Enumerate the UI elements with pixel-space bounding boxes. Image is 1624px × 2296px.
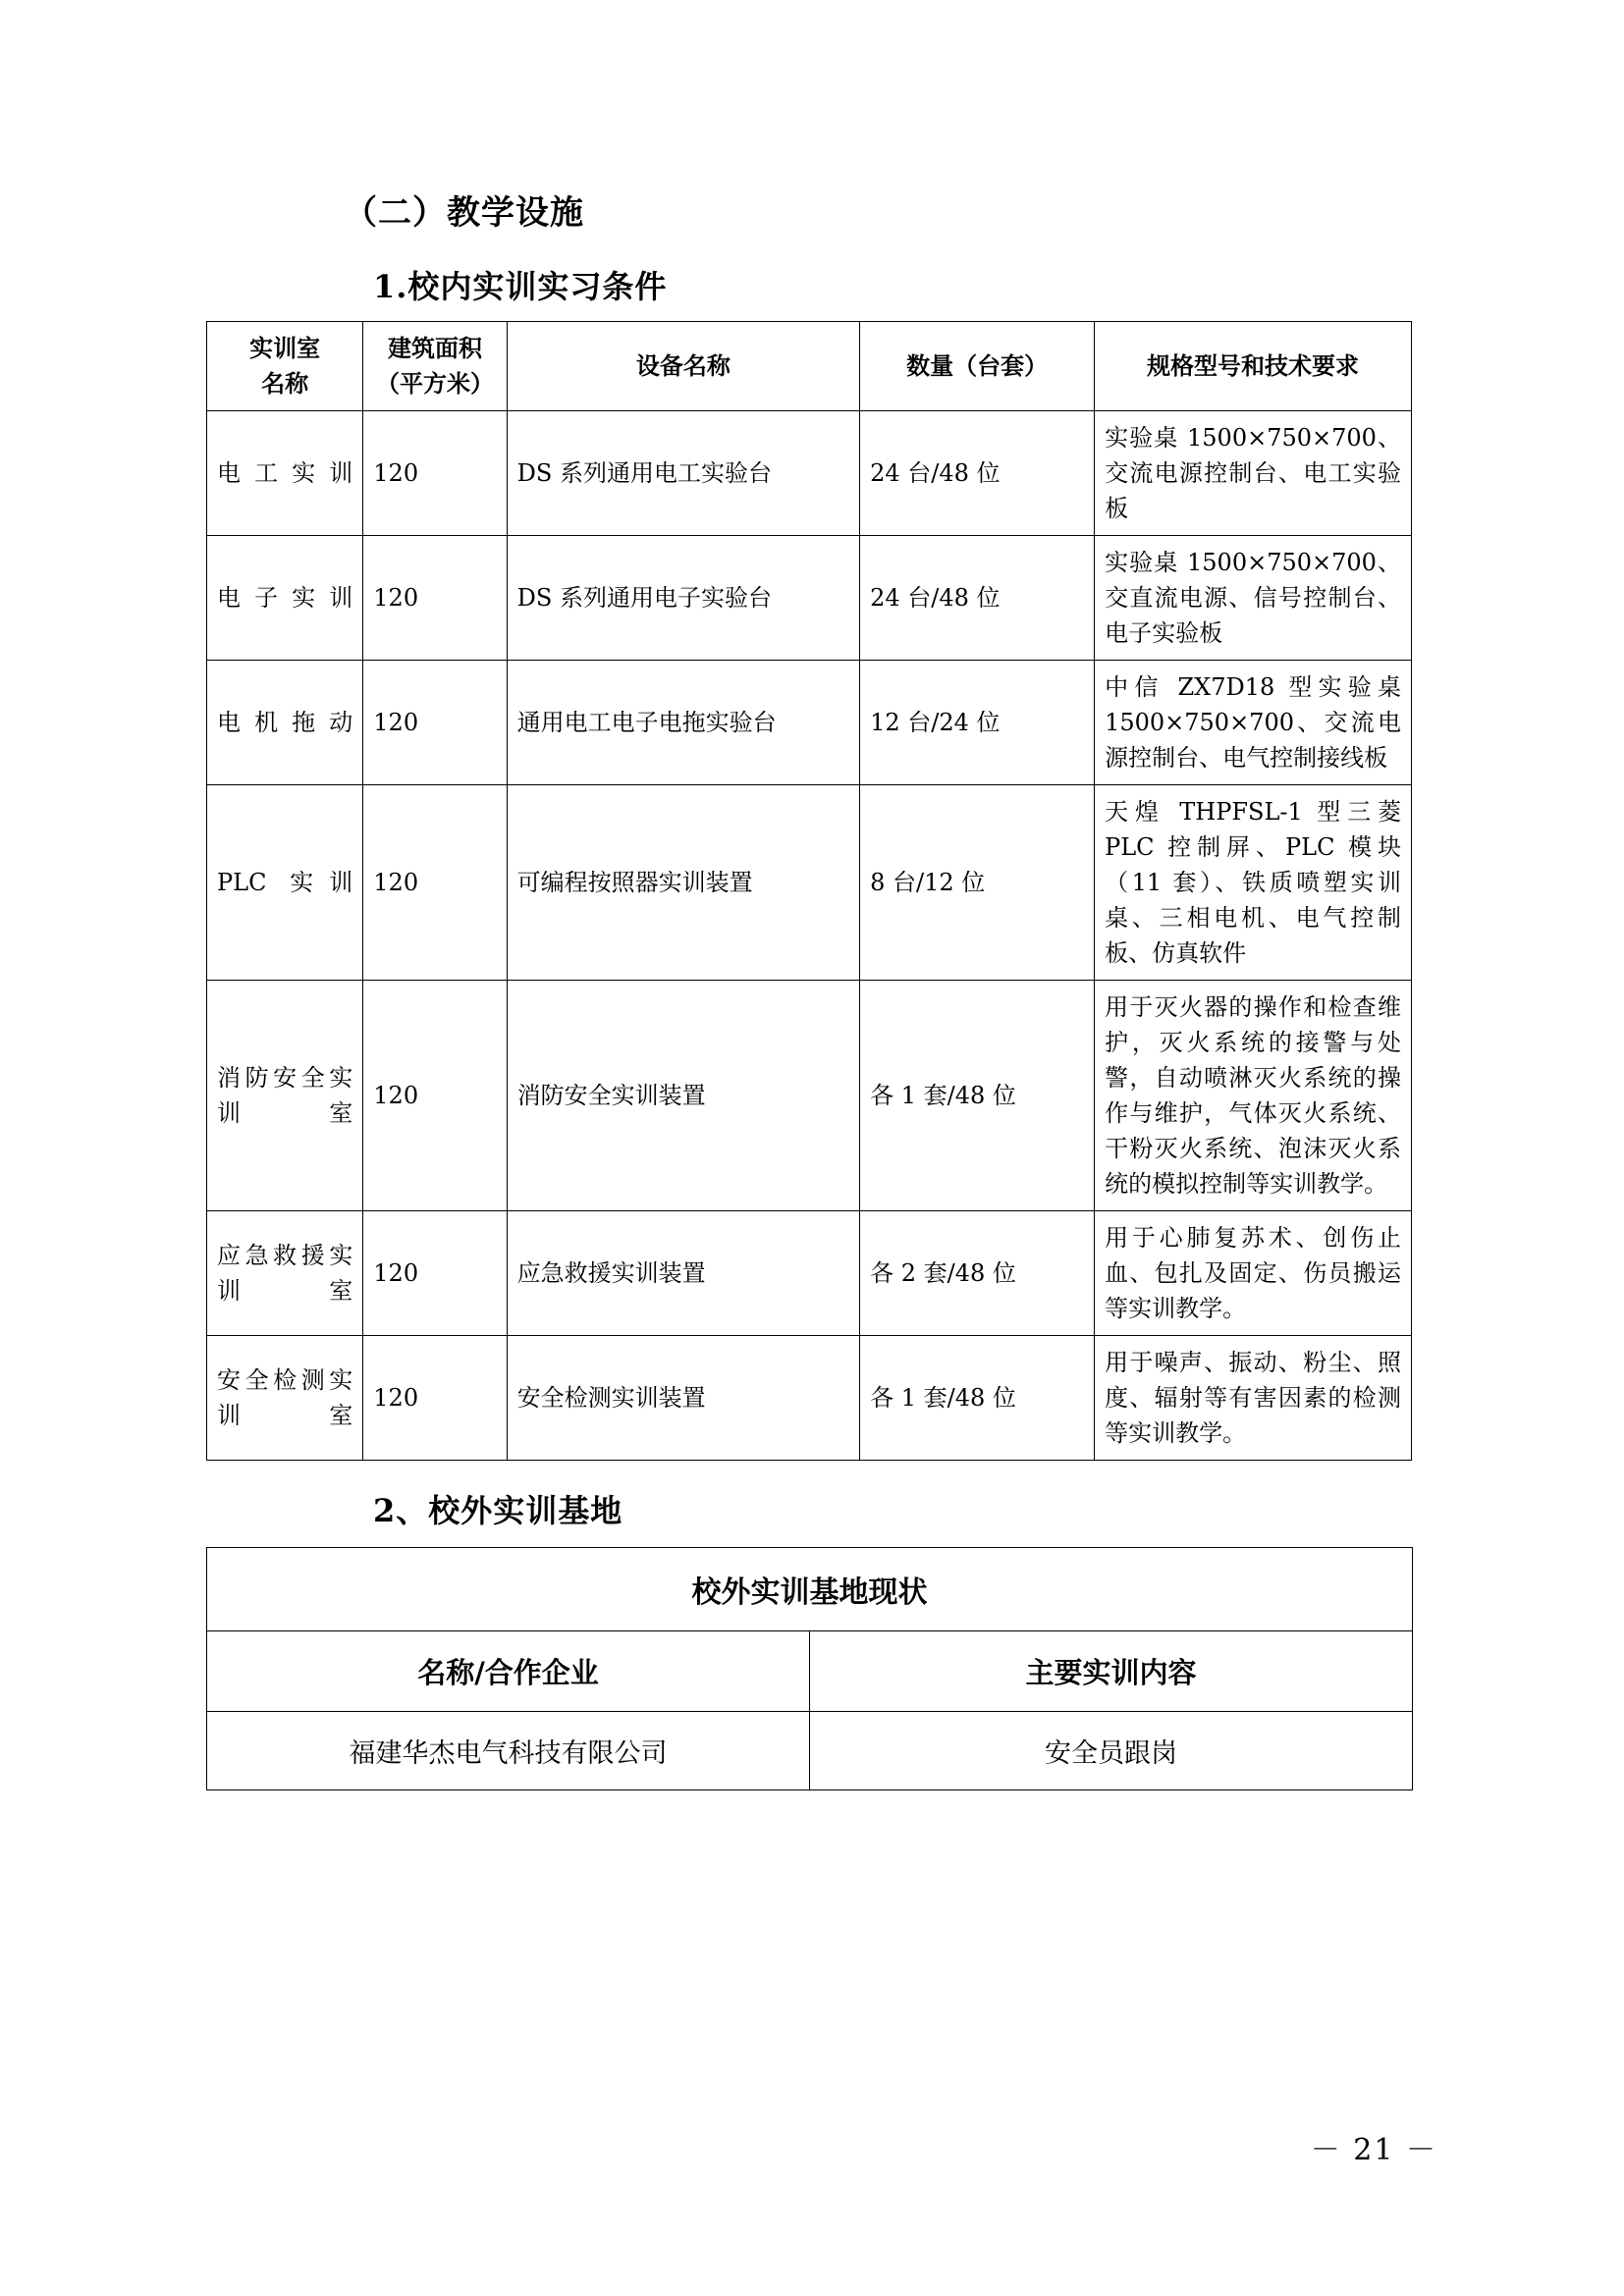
cell-quantity: 12 台/24 位: [860, 661, 1095, 785]
cell-area: 120: [363, 1336, 507, 1461]
cell-room: 电子实训: [207, 536, 363, 661]
subsection-title-campus-training: 1.校内实训实习条件: [373, 268, 668, 306]
column-header-equipment: 设备名称: [507, 322, 859, 411]
column-header-room-line1: 实训室: [249, 334, 321, 363]
page-content: [206, 191, 1434, 1790]
cell-room: 电工实训: [207, 411, 363, 536]
column-header-company: 名称/合作企业: [207, 1631, 810, 1712]
cell-spec: 用于灭火器的操作和检查维护，灭火系统的接警与处警，自动喷淋灭火系统的操作与维护，气体灭火系统、干粉灭火系统、泡沫灭火系统的模拟控制等实训教学。: [1095, 981, 1412, 1211]
cell-quantity: 8 台/12 位: [860, 785, 1095, 981]
cell-spec: 中信 ZX7D18 型实验桌 1500×750×700、交流电源控制台、电气控制接线板: [1095, 661, 1412, 785]
cell-equipment: DS 系列通用电子实验台: [507, 536, 859, 661]
cell-quantity: 24 台/48 位: [860, 536, 1095, 661]
cell-area: 120: [363, 981, 507, 1211]
column-header-room: [207, 322, 363, 411]
cell-equipment: 消防安全实训装置: [507, 981, 859, 1211]
column-header-area-line1: 建筑面积: [387, 334, 482, 363]
cell-room: PLC 实训: [207, 785, 363, 981]
table-row: [207, 661, 1412, 785]
base-table-title: 校外实训基地现状: [207, 1548, 1413, 1631]
facility-table: [206, 321, 1412, 1461]
cell-area: 120: [363, 411, 507, 536]
cell-content: 安全员跟岗: [810, 1712, 1413, 1790]
cell-quantity: 各 2 套/48 位: [860, 1211, 1095, 1336]
table-row: [207, 536, 1412, 661]
cell-area: 120: [363, 536, 507, 661]
cell-quantity: 各 1 套/48 位: [860, 981, 1095, 1211]
cell-spec: 用于心肺复苏术、创伤止血、包扎及固定、伤员搬运等实训教学。: [1095, 1211, 1412, 1336]
table-row: [207, 411, 1412, 536]
cell-spec: 实验桌 1500×750×700、交直流电源、信号控制台、电子实验板: [1095, 536, 1412, 661]
cell-spec: 实验桌 1500×750×700、交流电源控制台、电工实验板: [1095, 411, 1412, 536]
page-number: － 21 －: [1310, 2133, 1437, 2167]
table-row: [207, 1336, 1412, 1461]
cell-spec: 天煌 THPFSL-1 型三菱 PLC 控制屏、PLC 模块（11 套）、铁质喷塑实训桌、三相电机、电气控制板、仿真软件: [1095, 785, 1412, 981]
cell-equipment: 安全检测实训装置: [507, 1336, 859, 1461]
subsection-title-offcampus-base: 2、校外实训基地: [373, 1492, 623, 1530]
cell-spec: 用于噪声、振动、粉尘、照度、辐射等有害因素的检测等实训教学。: [1095, 1336, 1412, 1461]
table-row: [207, 981, 1412, 1211]
cell-equipment: 通用电工电子电拖实验台: [507, 661, 859, 785]
cell-equipment: DS 系列通用电工实验台: [507, 411, 859, 536]
cell-equipment: 应急救援实训装置: [507, 1211, 859, 1336]
table-row: [207, 1211, 1412, 1336]
base-table-title-row: [207, 1548, 1413, 1631]
cell-area: 120: [363, 661, 507, 785]
cell-company: 福建华杰电气科技有限公司: [207, 1712, 810, 1790]
column-header-area: [363, 322, 507, 411]
cell-quantity: 24 台/48 位: [860, 411, 1095, 536]
cell-room: 应急救援实训室: [207, 1211, 363, 1336]
cell-equipment: 可编程按照器实训装置: [507, 785, 859, 981]
column-header-quantity: 数量（台套）: [860, 322, 1095, 411]
cell-area: 120: [363, 785, 507, 981]
table-row: [207, 785, 1412, 981]
section-title: （二）教学设施: [344, 193, 584, 233]
table-header-row: [207, 322, 1412, 411]
cell-room: 消防安全实训室: [207, 981, 363, 1211]
base-table-header-row: [207, 1631, 1413, 1712]
base-table-row: [207, 1712, 1413, 1790]
cell-quantity: 各 1 套/48 位: [860, 1336, 1095, 1461]
cell-area: 120: [363, 1211, 507, 1336]
cell-room: 电机拖动: [207, 661, 363, 785]
column-header-content: 主要实训内容: [810, 1631, 1413, 1712]
offcampus-base-table: [206, 1547, 1413, 1790]
column-header-area-line2: （平方米）: [375, 369, 494, 399]
column-header-room-line2: 名称: [261, 369, 309, 399]
cell-room: 安全检测实训室: [207, 1336, 363, 1461]
column-header-spec: 规格型号和技术要求: [1095, 322, 1412, 411]
